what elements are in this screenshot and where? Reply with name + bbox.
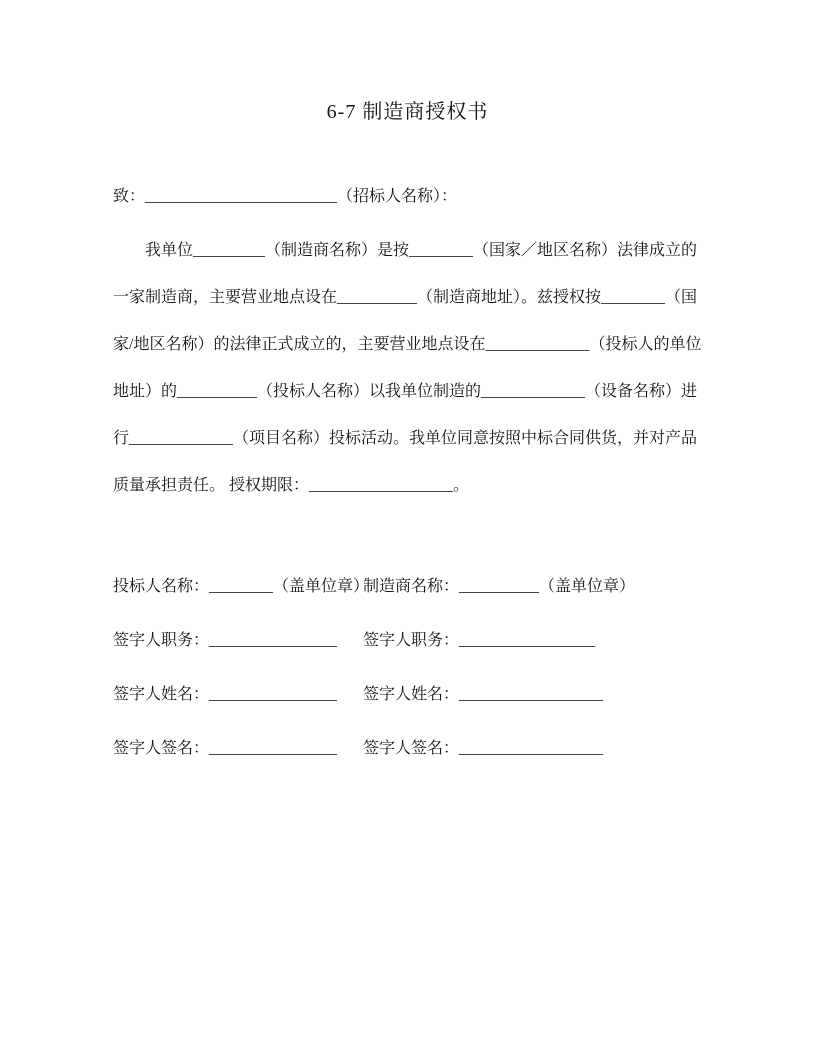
signature-row-signer-title — [113, 630, 715, 651]
manufacturer-signer-title-line: 签字人职务：_________________ — [363, 632, 596, 649]
bidder-name-line: 投标人名称：________（盖单位章） — [113, 578, 370, 595]
bidder-signer-title-line: 签字人职务：________________ — [113, 632, 338, 649]
signature-row-signer-name — [113, 684, 715, 705]
paragraph-line: 我单位_________（制造商名称）是按________（国家／地区名称）法律成立的 — [145, 242, 698, 259]
paragraph-line: 行_____________（项目名称）投标活动。我单位同意按照中标合同供货，并对产品 — [113, 430, 698, 447]
bidder-signer-name-line: 签字人姓名：________________ — [113, 686, 338, 703]
manufacturer-name-line: 制造商名称：__________（盖单位章） — [363, 578, 636, 595]
document-title: 6-7 制造商授权书 — [326, 101, 489, 123]
signature-row-signer-signature — [113, 738, 715, 759]
bidder-signer-signature-line: 签字人签名：________________ — [113, 740, 338, 757]
body-paragraph — [113, 240, 715, 522]
salutation-line: 致：________________________（招标人名称）： — [113, 188, 458, 205]
paragraph-line: 质量承担责任。 授权期限：__________________。 — [113, 477, 470, 494]
signature-row-company-names — [113, 576, 715, 597]
paragraph-line: 一家制造商，主要营业地点设在__________（制造商地址）。兹授权按________（国 — [113, 289, 698, 306]
manufacturer-signer-signature-line: 签字人签名：__________________ — [363, 740, 604, 757]
paragraph-line: 家/地区名称）的法律正式成立的，主要营业地点设在_____________（投标人的单位 — [113, 336, 702, 353]
paragraph-line: 地址）的__________（投标人名称）以我单位制造的_____________（设备名称）进 — [113, 383, 698, 400]
signature-block — [113, 576, 715, 792]
manufacturer-signer-name-line: 签字人姓名：__________________ — [363, 686, 604, 703]
